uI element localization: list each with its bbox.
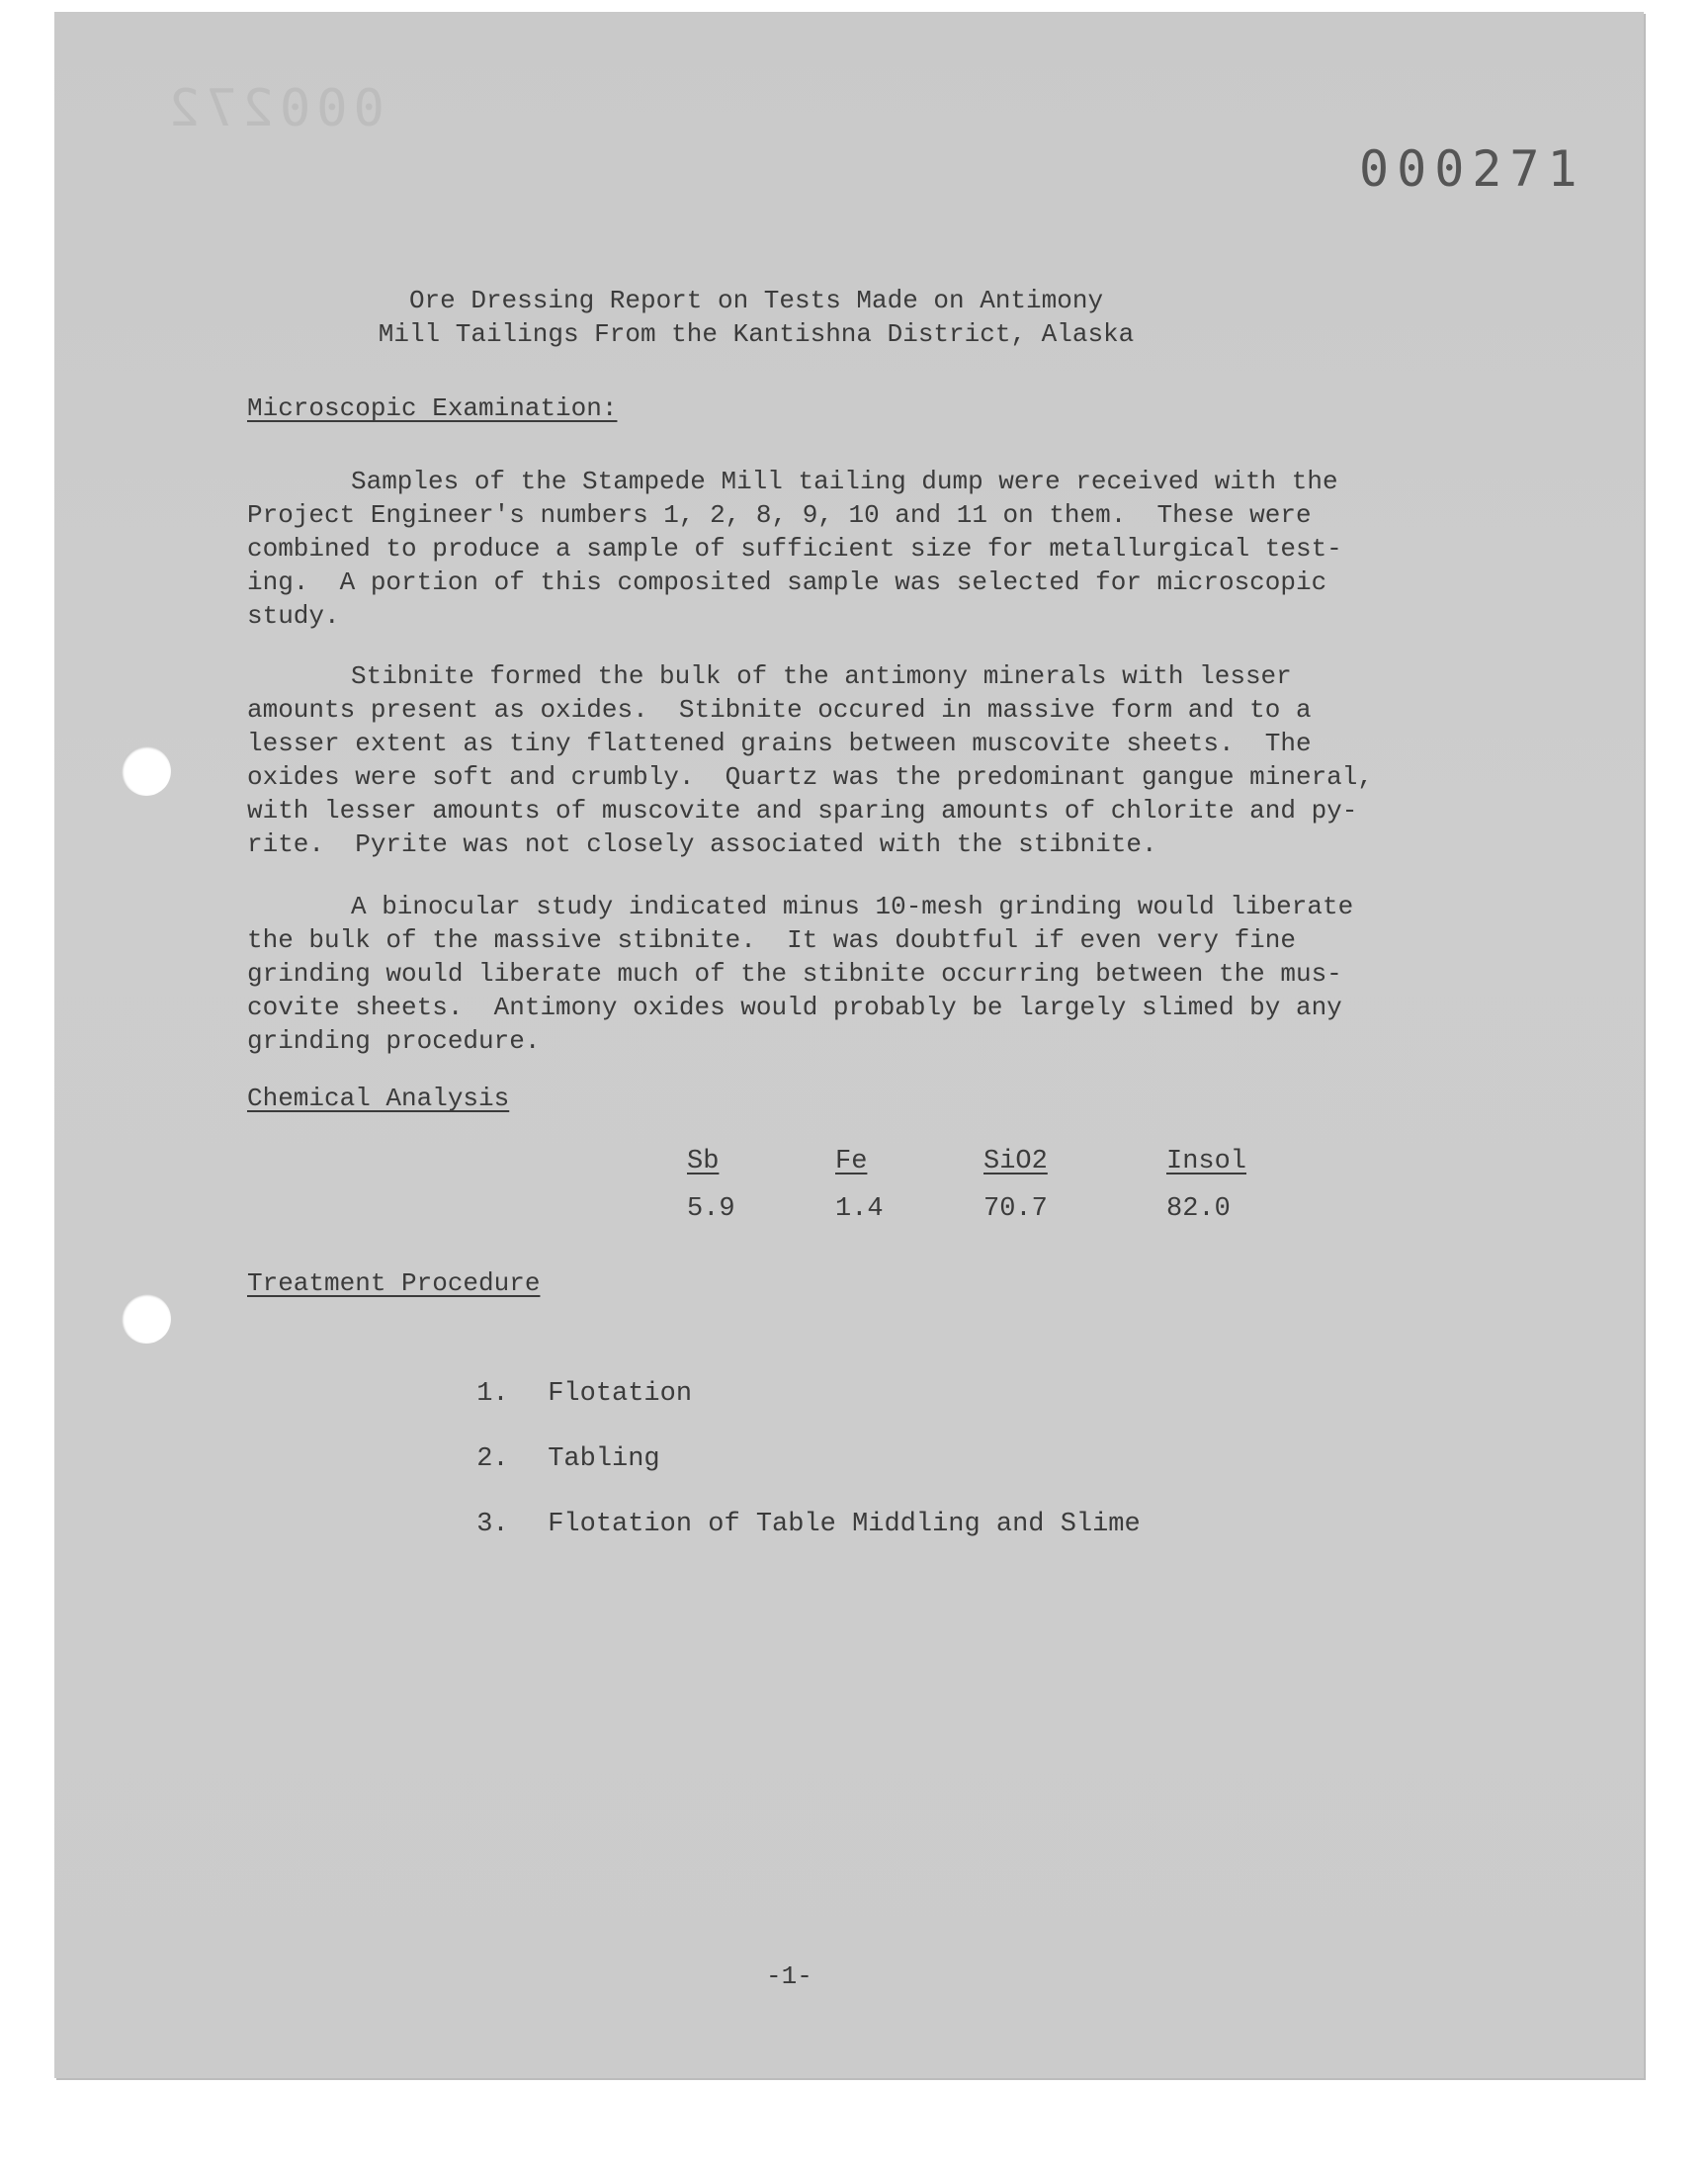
paragraph-line: Project Engineer's numbers 1, 2, 8, 9, 10 and 11 on them. These were xyxy=(247,500,1312,530)
bleed-through-number: 000272 xyxy=(163,79,384,138)
paragraph-line: study. xyxy=(247,601,340,631)
table-row xyxy=(687,1194,1285,1224)
list-item-number: 3. xyxy=(476,1510,509,1539)
paragraph-line: A binocular study indicated minus 10-mesh grinding would liberate xyxy=(351,892,1354,921)
value-sb: 5.9 xyxy=(687,1194,735,1224)
paragraph-line: grinding procedure. xyxy=(247,1026,541,1056)
paragraph-line: lesser extent as tiny flattened grains between muscovite sheets. The xyxy=(247,729,1312,758)
paragraph-line: Stibnite formed the bulk of the antimony minerals with lesser xyxy=(351,661,1292,691)
page-number: -1- xyxy=(766,1961,812,1991)
list-item xyxy=(381,1415,1141,1480)
paragraph-samples xyxy=(247,465,1532,633)
punch-hole-bottom xyxy=(122,1294,171,1344)
report-title xyxy=(301,284,1211,351)
list-item xyxy=(381,1480,1141,1545)
list-item-number: 1. xyxy=(476,1379,509,1409)
table-header-row xyxy=(687,1147,1285,1194)
treatment-procedure-list xyxy=(381,1349,1141,1545)
list-item-label: Flotation of Table Middling and Slime xyxy=(548,1510,1141,1539)
paragraph-line: rite. Pyrite was not closely associated with the stibnite. xyxy=(247,829,1157,859)
paragraph-line: covite sheets. Antimony oxides would probably be largely slimed by any xyxy=(247,993,1342,1022)
paragraph-line: ing. A portion of this composited sample was selected for microscopic xyxy=(247,567,1327,597)
chemical-analysis-table xyxy=(687,1147,1285,1224)
paragraph-line: oxides were soft and crumbly. Quartz was the predominant gangue mineral, xyxy=(247,762,1373,792)
paragraph-binocular xyxy=(247,890,1532,1058)
paragraph-line: the bulk of the massive stibnite. It was doubtful if even very fine xyxy=(247,925,1296,955)
document-page xyxy=(54,12,1644,2078)
paragraph-line: amounts present as oxides. Stibnite occured in massive form and to a xyxy=(247,695,1312,725)
column-header-insol: Insol xyxy=(1166,1147,1247,1176)
paragraph-line: combined to produce a sample of sufficient size for metallurgical test- xyxy=(247,534,1342,564)
value-insol: 82.0 xyxy=(1166,1194,1231,1224)
list-item xyxy=(381,1349,1141,1415)
list-item-label: Tabling xyxy=(548,1444,660,1474)
document-stamp-number: 000271 xyxy=(1359,140,1585,198)
paragraph-line: with lesser amounts of muscovite and sparing amounts of chlorite and py- xyxy=(247,796,1358,826)
column-header-sb: Sb xyxy=(687,1147,720,1176)
treatment-procedure-heading: Treatment Procedure xyxy=(247,1268,541,1298)
list-item-label: Flotation xyxy=(548,1379,693,1409)
column-header-sio2: SiO2 xyxy=(983,1147,1048,1176)
microscopic-heading: Microscopic Examination: xyxy=(247,393,618,423)
title-line: Ore Dressing Report on Tests Made on Antimony xyxy=(408,286,1104,315)
list-item-number: 2. xyxy=(476,1444,509,1474)
value-sio2: 70.7 xyxy=(983,1194,1048,1224)
value-fe: 1.4 xyxy=(835,1194,884,1224)
paragraph-line: grinding would liberate much of the stibnite occurring between the mus- xyxy=(247,959,1342,989)
paragraph-stibnite xyxy=(247,659,1532,861)
title-line: Mill Tailings From the Kantishna District, Alaska xyxy=(378,319,1135,349)
column-header-fe: Fe xyxy=(835,1147,868,1176)
paragraph-line: Samples of the Stampede Mill tailing dump were received with the xyxy=(351,467,1338,496)
punch-hole-top xyxy=(122,746,171,796)
chemical-analysis-heading: Chemical Analysis xyxy=(247,1084,510,1113)
